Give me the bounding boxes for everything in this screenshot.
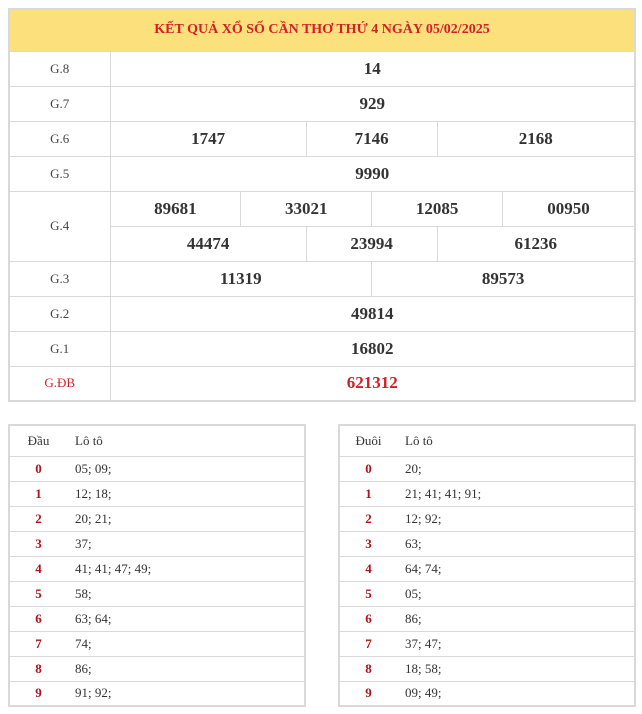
prize-label: G.4 <box>9 191 110 261</box>
loto-values: 18; 58; <box>397 656 635 681</box>
loto-values: 64; 74; <box>397 556 635 581</box>
prize-row-g3 <box>9 261 635 296</box>
loto-values: 21; 41; 41; 91; <box>397 481 635 506</box>
column-header-loto: Lô tô <box>67 425 305 456</box>
prize-number: 44474 <box>110 226 306 261</box>
loto-key: 6 <box>339 606 397 631</box>
loto-tail-table <box>338 424 636 707</box>
loto-values: 58; <box>67 581 305 606</box>
results-title: KẾT QUẢ XỔ SỐ CẦN THƠ THỨ 4 NGÀY 05/02/2025 <box>9 9 635 51</box>
loto-row <box>339 656 635 681</box>
loto-values: 74; <box>67 631 305 656</box>
prize-number: 00950 <box>502 191 635 226</box>
prize-row-g1 <box>9 331 635 366</box>
prize-row-g4 <box>9 191 635 226</box>
loto-values: 86; <box>397 606 635 631</box>
prize-row-g5 <box>9 156 635 191</box>
loto-values: 41; 41; 47; 49; <box>67 556 305 581</box>
prize-number: 16802 <box>110 331 635 366</box>
loto-values: 86; <box>67 656 305 681</box>
loto-key: 8 <box>9 656 67 681</box>
loto-values: 12; 18; <box>67 481 305 506</box>
loto-key: 5 <box>339 581 397 606</box>
loto-values: 37; 47; <box>397 631 635 656</box>
loto-row <box>339 556 635 581</box>
loto-key: 2 <box>339 506 397 531</box>
loto-values: 05; 09; <box>67 456 305 481</box>
prize-number: 2168 <box>437 121 635 156</box>
loto-key: 4 <box>339 556 397 581</box>
loto-key: 1 <box>9 481 67 506</box>
prize-number: 49814 <box>110 296 635 331</box>
loto-key: 4 <box>9 556 67 581</box>
prize-row-g2 <box>9 296 635 331</box>
loto-key: 9 <box>9 681 67 706</box>
loto-row <box>339 681 635 706</box>
loto-row <box>339 531 635 556</box>
prize-row-g8 <box>9 51 635 86</box>
prize-label: G.8 <box>9 51 110 86</box>
loto-key: 3 <box>339 531 397 556</box>
prize-number: 929 <box>110 86 635 121</box>
prize-number: 89681 <box>110 191 241 226</box>
loto-values: 63; <box>397 531 635 556</box>
loto-row <box>9 531 305 556</box>
loto-row <box>9 556 305 581</box>
prize-label: G.7 <box>9 86 110 121</box>
loto-row <box>339 506 635 531</box>
prize-label: G.3 <box>9 261 110 296</box>
loto-key: 6 <box>9 606 67 631</box>
loto-row <box>9 656 305 681</box>
loto-key: 9 <box>339 681 397 706</box>
prize-number: 33021 <box>241 191 372 226</box>
prize-label: G.5 <box>9 156 110 191</box>
prize-label: G.2 <box>9 296 110 331</box>
prize-number: 12085 <box>372 191 503 226</box>
loto-row <box>9 606 305 631</box>
prize-number: 9990 <box>110 156 635 191</box>
loto-key: 7 <box>339 631 397 656</box>
prize-row-g6 <box>9 121 635 156</box>
loto-row <box>9 456 305 481</box>
results-table <box>8 8 636 402</box>
loto-row <box>9 631 305 656</box>
loto-head-table <box>8 424 306 707</box>
column-header-duoi: Đuôi <box>339 425 397 456</box>
prize-row-gdb <box>9 366 635 401</box>
loto-values: 20; <box>397 456 635 481</box>
prize-number: 89573 <box>372 261 635 296</box>
loto-key: 1 <box>339 481 397 506</box>
prize-number: 7146 <box>306 121 437 156</box>
loto-values: 12; 92; <box>397 506 635 531</box>
loto-row <box>339 631 635 656</box>
loto-row <box>9 581 305 606</box>
column-header-loto: Lô tô <box>397 425 635 456</box>
loto-key: 3 <box>9 531 67 556</box>
loto-values: 05; <box>397 581 635 606</box>
loto-values: 09; 49; <box>397 681 635 706</box>
loto-row <box>339 581 635 606</box>
column-header-dau: Đầu <box>9 425 67 456</box>
special-prize-number: 621312 <box>110 366 635 401</box>
loto-values: 20; 21; <box>67 506 305 531</box>
loto-header-row <box>9 425 305 456</box>
loto-key: 8 <box>339 656 397 681</box>
loto-key: 2 <box>9 506 67 531</box>
prize-number: 61236 <box>437 226 635 261</box>
loto-key: 7 <box>9 631 67 656</box>
prize-number: 1747 <box>110 121 306 156</box>
loto-row <box>339 481 635 506</box>
loto-key: 5 <box>9 581 67 606</box>
loto-values: 63; 64; <box>67 606 305 631</box>
loto-row <box>9 481 305 506</box>
prize-row-g7 <box>9 86 635 121</box>
loto-values: 37; <box>67 531 305 556</box>
loto-header-row <box>339 425 635 456</box>
loto-values: 91; 92; <box>67 681 305 706</box>
prize-number: 23994 <box>306 226 437 261</box>
loto-row <box>339 606 635 631</box>
loto-key: 0 <box>339 456 397 481</box>
loto-row <box>9 506 305 531</box>
prize-label: G.1 <box>9 331 110 366</box>
loto-row <box>9 681 305 706</box>
prize-label: G.6 <box>9 121 110 156</box>
loto-row <box>339 456 635 481</box>
prize-number: 14 <box>110 51 635 86</box>
prize-number: 11319 <box>110 261 372 296</box>
prize-label-special: G.ĐB <box>9 366 110 401</box>
loto-key: 0 <box>9 456 67 481</box>
